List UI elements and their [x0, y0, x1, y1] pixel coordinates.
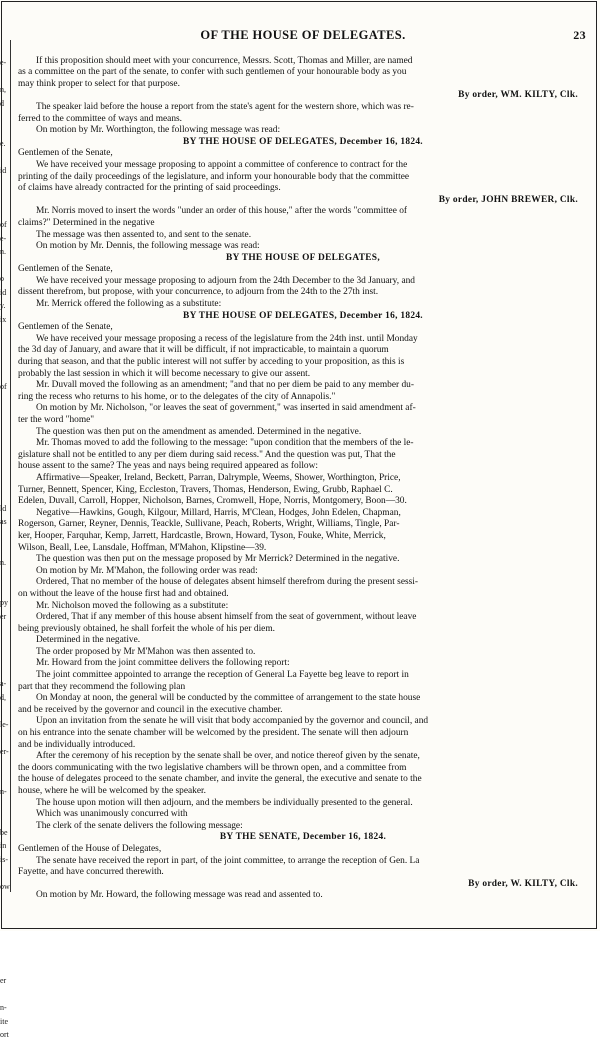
text-line: The order proposed by Mr M'Mahon was then assented to.	[36, 646, 256, 657]
margin-fragment	[0, 583, 11, 597]
margin-fragment: er	[0, 611, 7, 621]
margin-fragment: in	[0, 841, 7, 850]
margin-fragment	[0, 731, 11, 745]
margin-fragment	[0, 367, 11, 381]
margin-fragment	[0, 488, 11, 502]
margin-fragment: d,	[0, 692, 6, 702]
margin-fragment: of	[0, 220, 7, 229]
margin-fragment	[0, 70, 11, 84]
text-line: The house upon motion will then adjourn, and the members be individually presented to the general.	[36, 797, 413, 808]
page-title: OF THE HOUSE OF DELEGATES.	[200, 28, 406, 42]
margin-fragment: py	[0, 598, 8, 607]
text-line: Negative—Hawkins, Gough, Kilgour, Millard, Harris, M'Clean, Hodges, John Edelen, Chapman,	[36, 507, 401, 518]
margin-fragment	[0, 866, 11, 880]
text-line: of claims have already contracted for the printing of said proceedings.	[18, 183, 281, 194]
margin-fragment	[0, 637, 11, 651]
text-line: as a committee on the part of the senate, to confer with such gentlemen of your honourable body as you	[18, 67, 407, 78]
text-line: and be received by the governor and council in the executive chamber.	[18, 704, 283, 715]
margin-fragment: n-	[0, 1003, 7, 1012]
margin-fragment	[0, 812, 11, 826]
margin-fragment	[0, 178, 11, 192]
text-line: Gentlemen of the House of Delegates,	[18, 843, 162, 854]
text-line: and be individually introduced.	[18, 739, 136, 750]
page-header	[18, 30, 588, 42]
text-line: By order, WM. KILTY, Clk.	[458, 90, 578, 101]
text-line: Affirmative—Speaker, Ireland, Beckett, Parran, Dalrymple, Weems, Shower, Worthington, Price,	[36, 472, 401, 483]
text-line: ker, Hooper, Farquhar, Kemp, Jarrett, Hardcastle, Brown, Howard, Tyson, Fouke, White, Merrick,	[18, 530, 386, 541]
margin-fragment: ite	[0, 1016, 8, 1026]
margin-fragment	[0, 421, 11, 435]
text-line: probably the last session in which it will become necessary to give our assent.	[18, 368, 311, 379]
text-line: Edelen, Duvall, Carroll, Hopper, Nicholson, Barnes, Cromwell, Hope, Norris, Montgomery, Boon—30.	[18, 496, 407, 507]
margin-fragment: n-	[0, 787, 7, 796]
margin-fragment	[0, 124, 11, 138]
text-line: Mr. Nicholson moved the following as a substitute:	[36, 600, 229, 611]
text-line: On motion by Mr. M'Mahon, the following order was read:	[36, 565, 258, 576]
margin-fragment	[0, 758, 11, 772]
text-line: The speaker laid before the house a report from the state's agent for the western shore, which was re-	[36, 101, 414, 112]
page-number: 23	[573, 28, 586, 42]
text-line: We have received your message proposing to appoint a committee of conference to contract for the	[36, 159, 408, 170]
text-line: the doors communicating with the two legislative chambers will be thrown open, and a committee from	[18, 762, 407, 773]
margin-fragment: n,	[0, 85, 6, 94]
text-line: claims?" Determined in the negative	[18, 217, 155, 228]
text-line: The clerk of the senate delivers the following message:	[36, 820, 243, 831]
margin-fragment: id	[0, 287, 7, 297]
text-line: Mr. Howard from the joint committee delivers the following report:	[36, 658, 290, 669]
margin-fragments	[0, 56, 11, 1039]
text-line: Mr. Norris moved to insert the words "under an order of this house," after the words "committee of	[36, 206, 408, 217]
margin-fragment: of	[0, 382, 7, 391]
margin-fragment	[0, 529, 11, 543]
text-line: may think proper to select for that purpose.	[18, 78, 180, 89]
text-line: The message was then assented to, and sent to the senate.	[36, 229, 252, 240]
text-line: On Monday at noon, the general will be conducted by the committee of arrangement to the state house	[36, 693, 421, 704]
margin-fragment: ow	[0, 881, 10, 891]
margin-fragment	[0, 988, 11, 1002]
text-line: ring the recess who returns to his home, or to the delegates of the city of Annapolis."	[18, 391, 336, 402]
text-line: gislature shall not be entitled to any per diem during said recess." And the question was put, That the	[18, 449, 396, 460]
margin-fragment	[0, 799, 11, 813]
text-line: during that season, and that the public interest will not suffer by acceding to your proposition, as this is	[18, 357, 405, 368]
margin-fragment	[0, 920, 11, 934]
margin-fragment	[0, 434, 11, 448]
text-line: By order, JOHN BREWER, Clk.	[438, 194, 578, 205]
text-line: By order, W. KILTY, Clk.	[468, 878, 578, 889]
margin-fragment	[0, 110, 11, 124]
margin-fragment	[0, 151, 11, 165]
text-line: Gentlemen of the Senate,	[18, 322, 113, 333]
text-line: printing of the daily proceedings of the legislature, and inform your honourable body that the committee	[18, 171, 410, 182]
text-line: Mr. Merrick offered the following as a substitute:	[36, 299, 222, 310]
text-line: On motion by Mr. Dennis, the following message was read:	[36, 241, 260, 252]
margin-fragment	[0, 326, 11, 340]
margin-fragment: o	[0, 274, 4, 283]
margin-fragment	[0, 893, 11, 907]
text-line: After the ceremony of his reception by the senate shall be over, and notice thereof given by the senate,	[36, 751, 420, 762]
text-line: BY THE SENATE, December 16, 1824.	[219, 832, 387, 843]
text-line: Turner, Bennett, Spencer, King, Eccleston, Travers, Thomas, Henderson, Ewing, Grubb, Raphael C.	[18, 484, 393, 495]
text-line: dissent therefrom, but propose, with your concurrence, to adjourn from the 24th to the 27th inst.	[18, 287, 379, 298]
margin-fragment	[0, 259, 11, 273]
margin-fragment: ld	[0, 503, 7, 513]
text-line: We have received your message proposing a recess of the legislature from the 24th inst. until Monday	[36, 333, 418, 344]
margin-fragment: ort	[0, 1030, 9, 1039]
margin-fragment	[0, 340, 11, 354]
text-line: The senate have received the report in part, of the joint committee, to arrange the reception of Gen. La	[36, 855, 420, 866]
text-line: Upon an invitation from the senate he will visit that body accompanied by the governor and council, and	[36, 716, 429, 727]
margin-fragment	[0, 961, 11, 975]
text-line: BY THE HOUSE OF DELEGATES,	[226, 252, 380, 263]
margin-fragment	[0, 934, 11, 948]
margin-fragment: n.	[0, 247, 6, 256]
margin-fragment: er-	[0, 746, 9, 756]
margin-fragment: as	[0, 517, 7, 526]
margin-fragment	[0, 191, 11, 205]
text-line: part that they recommend the following plan	[18, 681, 186, 692]
text-line: BY THE HOUSE OF DELEGATES, December 16, 1824.	[183, 310, 423, 321]
text-line: On motion by Mr. Worthington, the following message was read:	[36, 125, 281, 136]
text-line: Fayette, and have concurred therewith.	[18, 867, 164, 878]
text-line: Gentlemen of the Senate,	[18, 148, 113, 159]
margin-fragment: e-	[0, 58, 7, 67]
margin-fragment	[0, 461, 11, 475]
margin-fragment	[0, 907, 11, 921]
text-line: Which was unanimously concurred with	[36, 809, 188, 820]
margin-fragment	[0, 394, 11, 408]
margin-fragment	[0, 353, 11, 367]
text-line: the house of delegates proceed to the senate chamber, and invite the general, the executive and senate to the	[18, 774, 422, 785]
text-line: The question was then put on the amendment as amended. Determined in the negative.	[36, 426, 362, 437]
text-line: If this proposition should meet with your concurrence, Messrs. Scott, Thomas and Miller, are named	[36, 55, 413, 66]
text-line: ter the word "home"	[18, 415, 95, 425]
text-line: The question was then put on the message proposed by Mr Merrick? Determined in the negative.	[36, 554, 400, 565]
text-line: Determined in the negative.	[36, 635, 141, 646]
text-line: ferred to the committee of ways and means.	[18, 113, 183, 124]
text-line: house, where he will be welcomed by the speaker.	[18, 786, 206, 796]
margin-fragment: e-	[0, 233, 7, 243]
margin-fragment	[0, 623, 11, 637]
margin-fragment: be	[0, 827, 8, 837]
margin-fragment: id	[0, 166, 7, 175]
margin-fragment: er	[0, 976, 7, 985]
text-line: Ordered, That no member of the house of delegates absent himself therefrom during the present sessi-	[36, 577, 418, 588]
margin-fragment: y.	[0, 301, 6, 310]
margin-fragment	[0, 448, 11, 462]
margin-fragment	[0, 772, 11, 786]
text-line: on without the leave of the house first had and obtained.	[18, 588, 229, 599]
margin-fragment: e.	[0, 139, 6, 148]
text-line: the 3d day of January, and aware that it will be difficult, if not impracticable, to maintain a quorum	[18, 345, 389, 356]
text-line: being previously obtained, he shall forfeit the whole of his per diem.	[18, 623, 275, 634]
text-line: BY THE HOUSE OF DELEGATES, December 16, 1824.	[183, 136, 423, 147]
text-line: house assent to the same? The yeas and nays being required appeared as follow:	[18, 461, 318, 472]
margin-fragment	[0, 475, 11, 489]
text-line: The joint committee appointed to arrange the reception of General La Fayette beg leave to report in	[36, 670, 409, 681]
margin-fragment	[0, 650, 11, 664]
margin-fragment	[0, 704, 11, 718]
page-content	[18, 26, 588, 902]
margin-fragment: le-	[0, 719, 9, 729]
margin-fragment: a-	[0, 679, 7, 688]
margin-fragment	[0, 569, 11, 583]
text-line: Mr. Duvall moved the following as an amendment; "and that no per diem be paid to any member du-	[36, 380, 414, 391]
margin-fragment: is-	[0, 854, 8, 864]
margin-fragment	[0, 664, 11, 678]
text-line: on his entrance into the senate chamber will be welcomed by the president. The senate will then adjourn	[18, 728, 409, 739]
text-line: On motion by Mr. Howard, the following message was read and assented to.	[36, 890, 323, 901]
text-line: Gentlemen of the Senate,	[18, 264, 113, 275]
text-line: On motion by Mr. Nicholson, "or leaves the seat of government," was inserted in said amendment af-	[36, 403, 416, 414]
text-line: Mr. Thomas moved to add the following to the message: "upon condition that the members of the le-	[36, 438, 414, 449]
text-line: Rogerson, Garner, Reyner, Dennis, Teackle, Sullivane, Peach, Roberts, Wright, Williams, Tingle, Par-	[18, 519, 400, 530]
margin-fragment	[0, 407, 11, 421]
margin-fragment	[0, 947, 11, 961]
margin-fragment	[0, 205, 11, 219]
margin-fragment: n.	[0, 557, 6, 567]
margin-fragment: ix	[0, 314, 7, 324]
margin-fragment	[0, 542, 11, 556]
text-body	[18, 56, 588, 902]
text-line: Wilson, Beall, Lee, Lansdale, Hoffman, M'Mahon, Klipstine—39.	[18, 542, 267, 553]
text-line: We have received your message proposing to adjourn from the 24th December to the 3d January, and	[36, 275, 415, 286]
text-line: Ordered, That if any member of this house absent himself from the seat of government, without leave	[36, 612, 417, 623]
margin-fragment: d	[0, 98, 4, 108]
